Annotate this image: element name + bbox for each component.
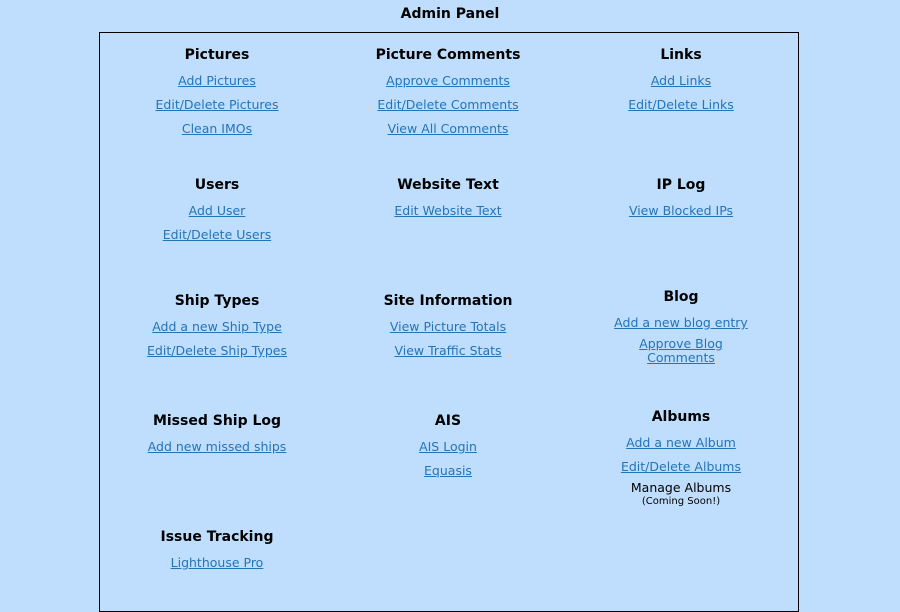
section-albums	[564, 408, 798, 508]
section-heading-missed-ship-log: Missed Ship Log	[152, 413, 282, 429]
edit-delete-pictures-link[interactable]: Edit/Delete Pictures	[155, 97, 279, 112]
section-picture-comments	[331, 46, 565, 136]
ais-login-link[interactable]: AIS Login	[419, 439, 477, 454]
add-album-link[interactable]: Add a new Album	[626, 435, 736, 450]
section-heading-ip-log: IP Log	[656, 177, 706, 193]
section-blog	[564, 288, 798, 365]
section-missed-ship-log	[100, 412, 334, 454]
section-heading-picture-comments: Picture Comments	[375, 47, 521, 63]
approve-comments-link[interactable]: Approve Comments	[386, 73, 510, 88]
section-heading-links: Links	[660, 47, 702, 63]
coming-soon-note: (Coming Soon!)	[641, 496, 721, 507]
section-heading-issue-tracking: Issue Tracking	[160, 529, 274, 545]
manage-albums-label: Manage Albums	[630, 480, 732, 495]
section-heading-site-information: Site Information	[383, 293, 513, 309]
section-issue-tracking	[100, 528, 334, 570]
section-heading-ais: AIS	[434, 413, 462, 429]
add-links-link[interactable]: Add Links	[650, 73, 712, 88]
view-blocked-ips-link[interactable]: View Blocked IPs	[628, 203, 734, 218]
section-ais	[331, 412, 565, 478]
add-ship-type-link[interactable]: Add a new Ship Type	[152, 319, 282, 334]
section-ip-log	[564, 176, 798, 218]
equasis-link[interactable]: Equasis	[424, 463, 472, 478]
view-traffic-stats-link[interactable]: View Traffic Stats	[394, 343, 502, 358]
section-website-text	[331, 176, 565, 218]
section-pictures	[100, 46, 334, 136]
edit-delete-users-link[interactable]: Edit/Delete Users	[162, 227, 272, 242]
admin-panel-box	[99, 32, 799, 612]
section-heading-ship-types: Ship Types	[174, 293, 260, 309]
add-blog-entry-link[interactable]: Add a new blog entry	[614, 315, 748, 330]
section-heading-blog: Blog	[663, 289, 699, 305]
edit-delete-albums-link[interactable]: Edit/Delete Albums	[620, 459, 742, 474]
clean-imos-link[interactable]: Clean IMOs	[181, 121, 253, 136]
add-missed-ships-link[interactable]: Add new missed ships	[147, 439, 287, 454]
section-users	[100, 176, 334, 242]
add-pictures-link[interactable]: Add Pictures	[178, 73, 256, 88]
edit-delete-links-link[interactable]: Edit/Delete Links	[628, 97, 734, 112]
add-user-link[interactable]: Add User	[188, 203, 246, 218]
edit-website-text-link[interactable]: Edit Website Text	[394, 203, 502, 218]
section-heading-pictures: Pictures	[184, 47, 250, 63]
view-all-comments-link[interactable]: View All Comments	[387, 121, 509, 136]
section-links	[564, 46, 798, 112]
page-title: Admin Panel	[400, 6, 500, 22]
view-picture-totals-link[interactable]: View Picture Totals	[389, 319, 507, 334]
section-heading-users: Users	[194, 177, 240, 193]
section-heading-website-text: Website Text	[397, 177, 499, 193]
section-heading-albums: Albums	[651, 409, 711, 425]
approve-blog-comments-link[interactable]: Approve Blog Comments	[639, 336, 723, 365]
lighthouse-pro-link[interactable]: Lighthouse Pro	[170, 555, 264, 570]
section-ship-types	[100, 292, 334, 358]
edit-delete-ship-types-link[interactable]: Edit/Delete Ship Types	[147, 343, 287, 358]
edit-delete-comments-link[interactable]: Edit/Delete Comments	[377, 97, 519, 112]
section-site-information	[331, 292, 565, 358]
